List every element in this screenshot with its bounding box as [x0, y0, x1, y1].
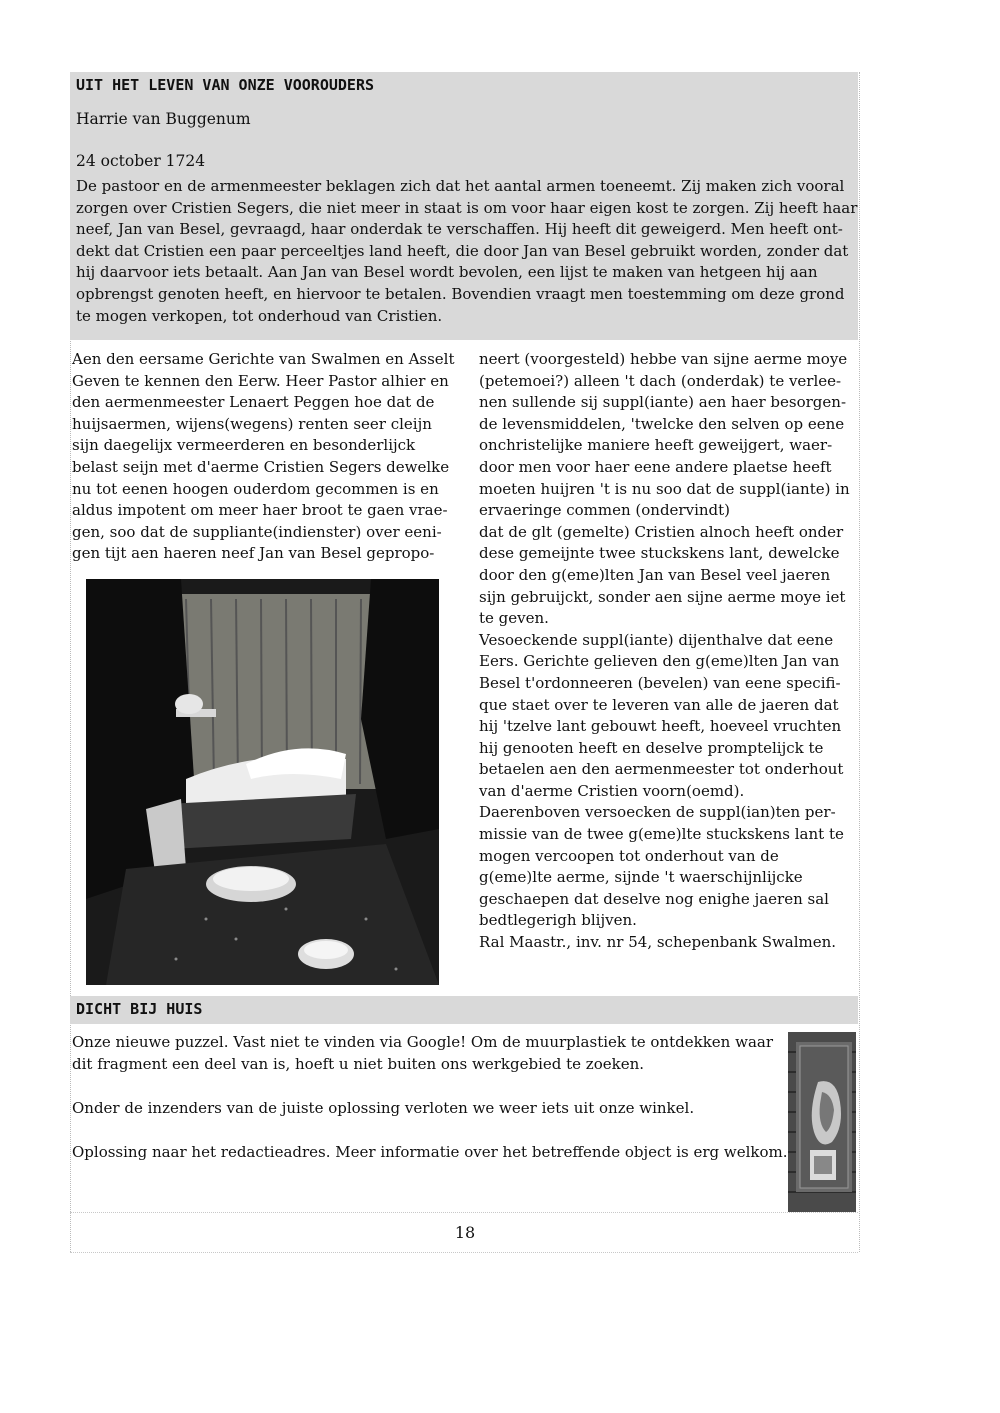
transcription-line: betaelen aen den aermenmeester tot onderhout [479, 760, 844, 779]
source-reference: Ral Maastr., inv. nr 54, schepenbank Swalmen. [479, 933, 837, 952]
bedroom-photo-drawing [86, 579, 439, 985]
transcription-line: Eers. Gerichte gelieven den g(eme)lten Jan van [479, 652, 840, 671]
intro-line: opbrengst genoten heeft, en hiervoor te betalen. Bovendien vraagt men toestemming om deze grond [76, 284, 845, 303]
solution-paragraph: Oplossing naar het redactieadres. Meer informatie over het betreffende object is erg welkom. [72, 1143, 788, 1161]
transcription-line: Daerenboven versoecken de suppl(ian)ten per- [479, 803, 836, 822]
transcription-line: de levensmiddelen, 'twelcke den selven op eene [479, 414, 845, 433]
intro-line: hij daarvoor iets betaalt. Aan Jan van Besel wordt bevolen, een lijst te maken van hetgeen hij aan [76, 263, 818, 282]
transcription-line: geschaepen dat deselve nog enighe jaeren sal [479, 889, 829, 908]
intro-line: De pastoor en de armenmeester beklagen zich dat het aantal armen toeneemt. Zij maken zich vooral [76, 177, 845, 195]
article-date: 24 october 1724 [76, 152, 206, 170]
transcription-line: missie van de twee g(eme)lte stuckskens lant te [479, 825, 844, 844]
divider [70, 1212, 858, 1213]
section2-title: DICHT BIJ HUIS [76, 1000, 203, 1018]
transcription-line: nen sullende sij suppl(iante) aen haer besorgen- [479, 393, 847, 412]
transcription-line: belast seijn met d'aerme Cristien Segers dewelke [72, 457, 450, 476]
transcription-left-column [72, 349, 455, 565]
transcription-line: mogen vercoopen tot onderhout van de [479, 846, 779, 865]
transcription-line: aldus impotent om meer haer broot te gaen vrae- [72, 501, 448, 520]
transcription-line: Besel t'ordonneeren (bevelen) van eene specifi- [479, 673, 841, 692]
transcription-line: gen tijt aen haeren neef Jan van Besel gepropo- [72, 544, 435, 563]
transcription-line: door den g(eme)lten Jan van Besel veel jaeren [479, 565, 831, 584]
transcription-line: den aermenmeester Lenaert Peggen hoe dat de [72, 393, 435, 412]
transcription-line: Geven te kennen den Eerw. Heer Pastor alhier en [72, 371, 449, 390]
intro-line: zorgen over Cristien Segers, die niet meer in staat is om voor haar eigen kost te zorgen. Zij heeft haar [76, 198, 858, 217]
prize-paragraph: Onder de inzenders van de juiste oplossing verloten we weer iets uit onze winkel. [72, 1099, 695, 1117]
transcription-line: Vesoeckende suppl(iante) dijenthalve dat eene [479, 630, 834, 649]
intro-line: neef, Jan van Besel, gevraagd, haar onderdak te verschaffen. Hij heeft dit geweigerd. Men heeft ont- [76, 220, 843, 239]
author: Harrie van Buggenum [76, 110, 251, 128]
section-title: UIT HET LEVEN VAN ONZE VOOROUDERS [76, 76, 375, 94]
divider [70, 1252, 858, 1253]
intro-line: te mogen verkopen, tot onderhoud van Cristien. [76, 306, 443, 325]
transcription-line: g(eme)lte aerme, sijnde 't waerschijnlijcke [479, 868, 803, 887]
transcription-line: huijsaermen, wijens(wegens) renten seer cleijn [72, 414, 432, 433]
transcription-line: hij 'tzelve lant gebouwt heeft, hoeveel vruchten [479, 717, 842, 736]
transcription-line: nu tot eenen hoogen ouderdom gecommen is en [72, 479, 439, 498]
transcription-line: sijn daegelijx vermeerderen en besonderlijck [72, 436, 416, 455]
transcription-right-column [479, 349, 850, 954]
intro-paragraph [76, 176, 857, 327]
transcription-line: sijn gebruijckt, sonder aen sijne aerme moye iet [479, 587, 846, 606]
transcription-line: que staet over te leveren van alle de jaeren dat [479, 695, 839, 714]
transcription-line: hij genooten heeft en deselve promptelijck te [479, 738, 824, 757]
puzzle-line: Onze nieuwe puzzel. Vast niet te vinden via Google! Om de muurplastiek te ontdekken waar [72, 1033, 774, 1051]
transcription-line: dese gemeijnte twee stuckskens lant, dewelcke [479, 544, 840, 563]
wall-relief-fragment-photo [788, 1032, 856, 1212]
transcription-line: (petemoei?) alleen 't dach (onderdak) te verlee- [479, 371, 842, 390]
transcription-line: door men voor haer eene andere plaetse heeft [479, 457, 832, 476]
transcription-line: onchristelijke maniere heeft geweijgert, waer- [479, 436, 833, 455]
intro-line: dekt dat Cristien een paar perceeltjes land heeft, die door Jan van Besel gebruikt worden, zonder dat [76, 241, 849, 260]
wall-relief-fragment-drawing [788, 1032, 856, 1212]
transcription-line: ervaeringe commen (ondervindt) [479, 501, 731, 520]
puzzle-paragraph [72, 1032, 773, 1075]
transcription-line: te geven. [479, 609, 549, 628]
transcription-line: moeten huijren 't is nu soo dat de suppl(iante) in [479, 479, 850, 498]
transcription-line: Aen den eersame Gerichte van Swalmen en Asselt [72, 350, 455, 368]
transcription-line: bedtlegerigh blijven. [479, 911, 637, 930]
puzzle-line: dit fragment een deel van is, hoeft u niet buiten ons werkgebied te zoeken. [72, 1054, 645, 1073]
page-number: 18 [454, 1223, 476, 1242]
transcription-line: van d'aerme Cristien voorn(oemd). [479, 781, 745, 800]
transcription-line: dat de glt (gemelte) Cristien alnoch heeft onder [479, 522, 844, 541]
bedroom-photo [86, 579, 439, 985]
transcription-line: neert (voorgesteld) hebbe van sijne aerme moye [479, 350, 848, 368]
transcription-line: gen, soo dat de suppliante(indienster) over eeni- [72, 522, 442, 541]
